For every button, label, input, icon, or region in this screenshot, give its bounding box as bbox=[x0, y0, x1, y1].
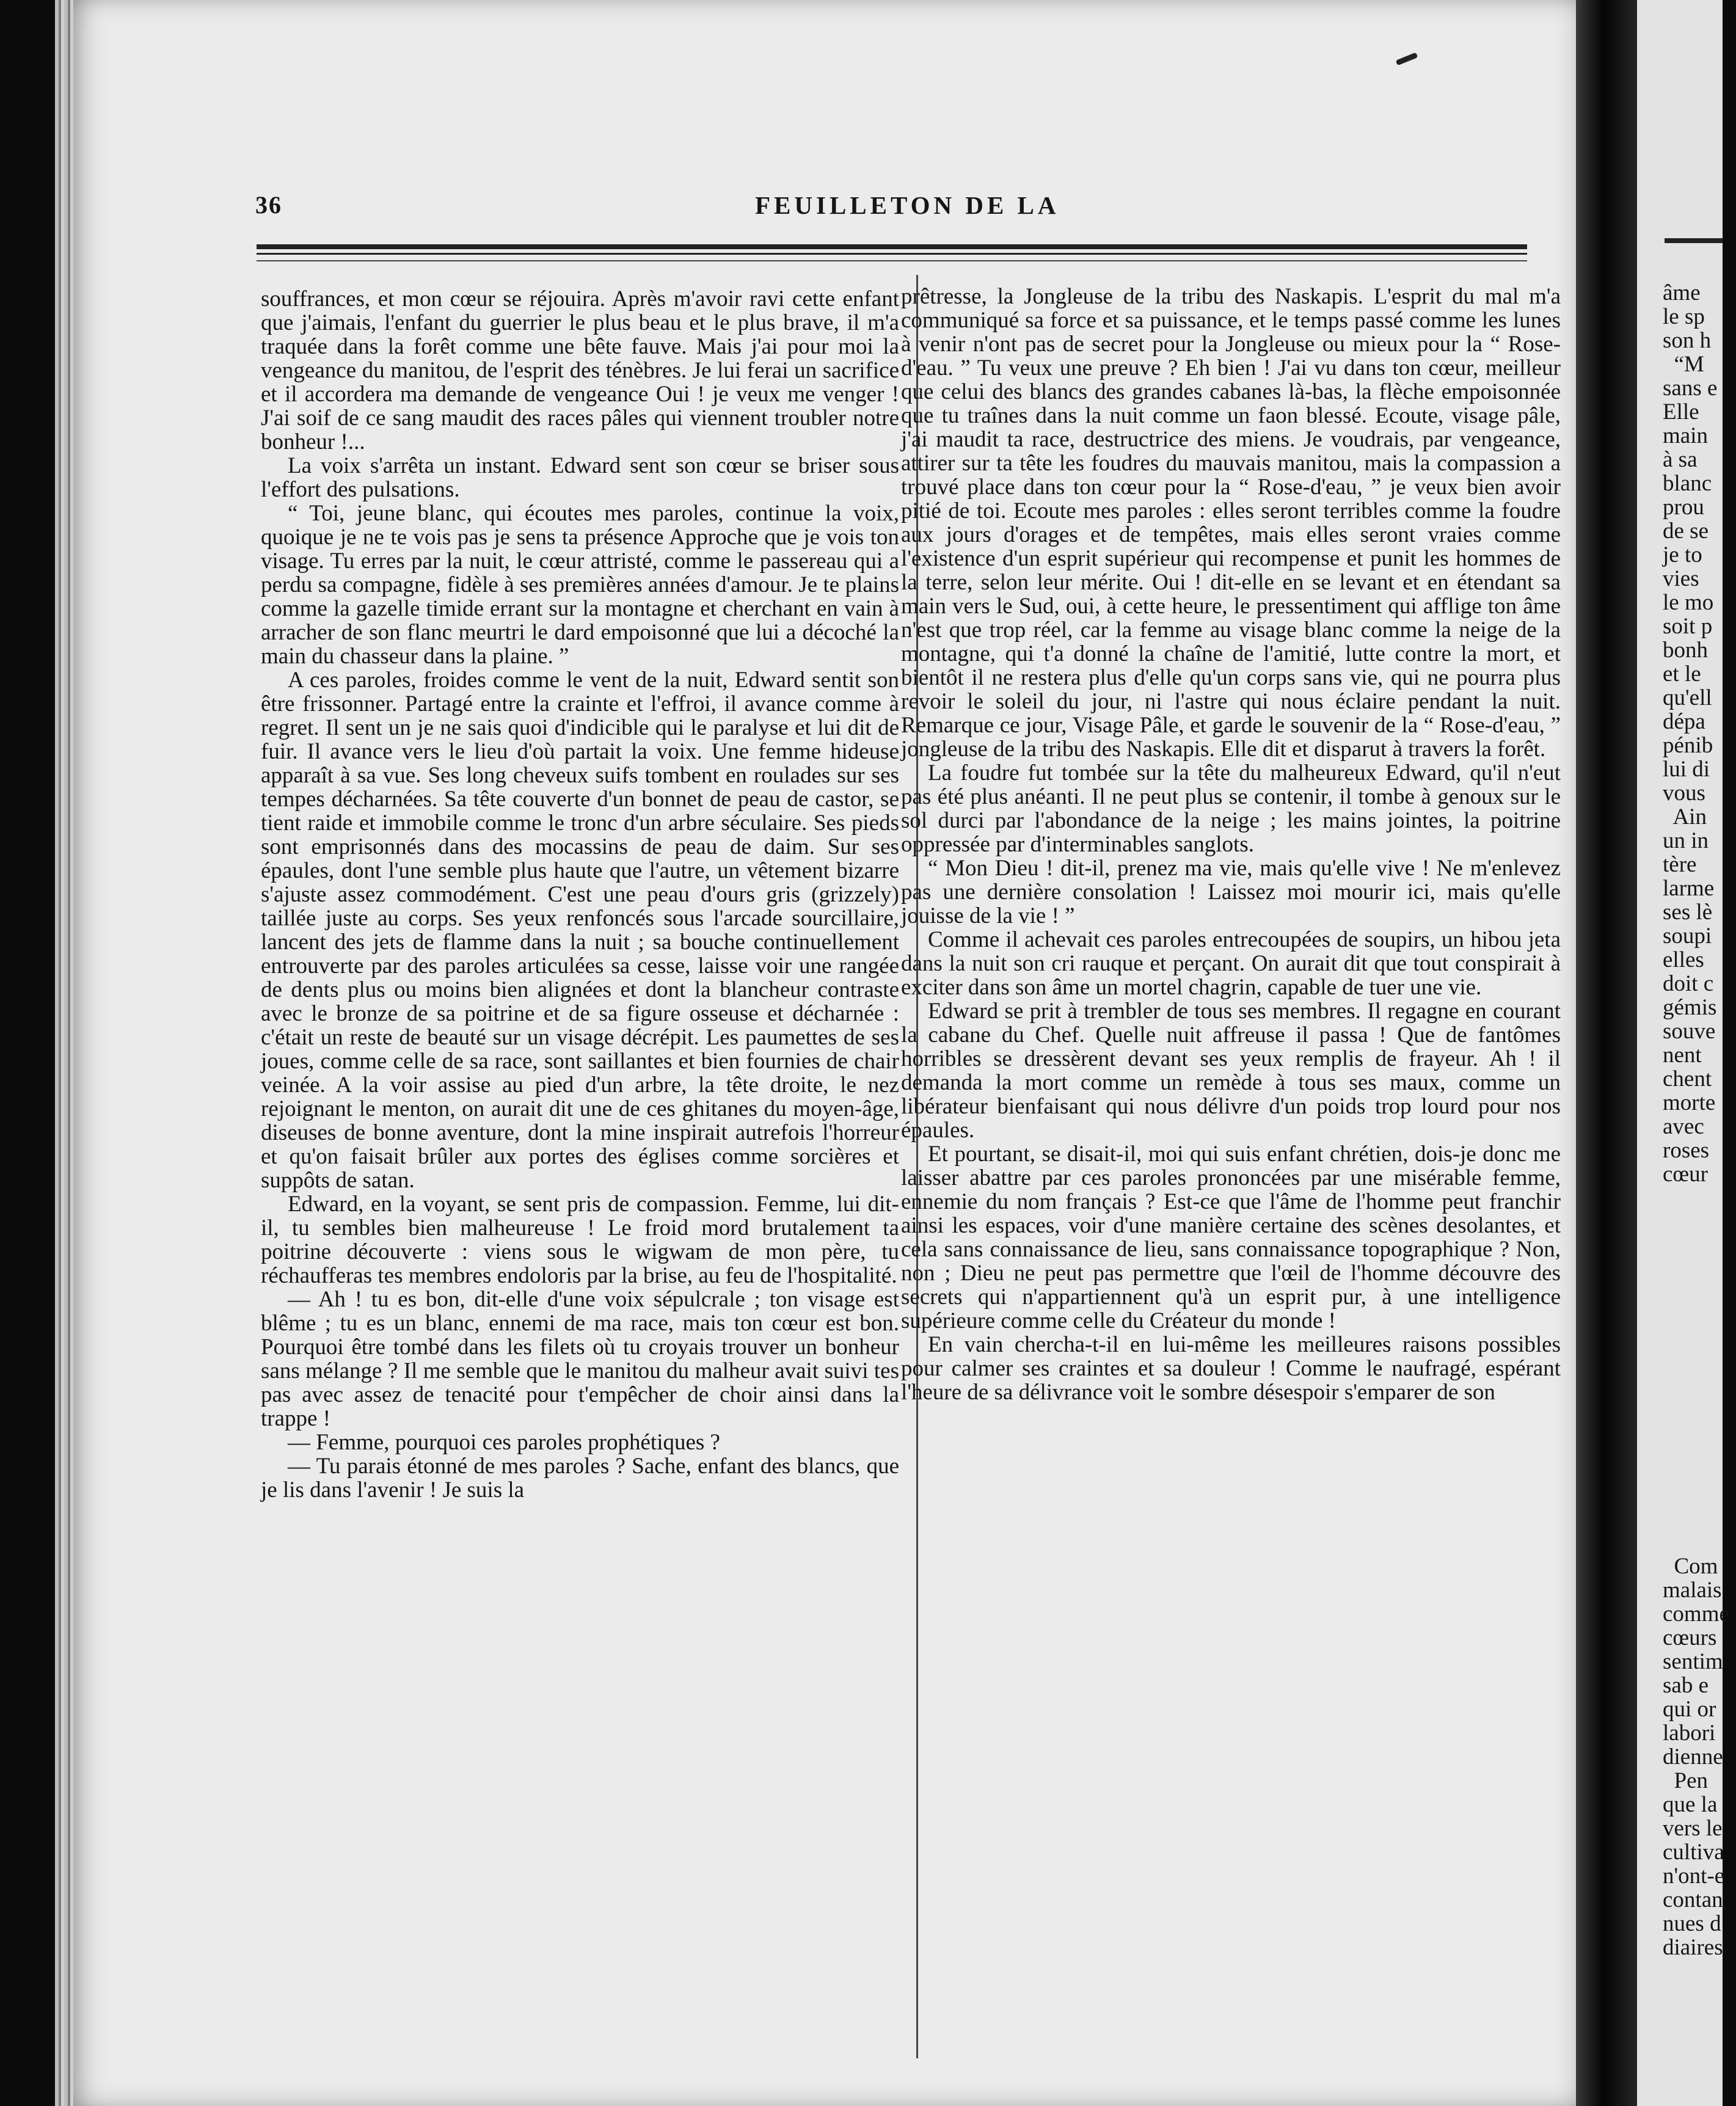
text-column-left bbox=[261, 287, 899, 1502]
header-rule bbox=[257, 244, 1527, 249]
paragraph: Comme il achevait ces paroles entrecoupées de soupirs, un hibou jeta dans la nuit son cri rauque et perçant. On aurait dit que tout conspirait à exciter dans son âme un mortel chagrin, capable de tuer une vie. bbox=[901, 927, 1561, 1000]
paragraph: A ces paroles, froides comme le vent de la nuit, Edward sentit son être frissonner. Partagé entre la crainte et l'effroi, il avance comme à regret. Il sent un je ne sais quoi d'indicible qui le paralyse et lui dit de fuir. Il avance vers le lieu d'où partait la voix. Une femme hideuse apparaît à sa vue. Ses long cheveux suifs tombent en roulades sur ses tempes décharnées. Sa tête couverte d'un bonnet de peau de castor, se tient raide et immobile comme le tronc d'un arbre séculaire. Ses pieds sont emprisonnés dans des mocassins de peau de daim. Sur ses épaules, dont l'une semble plus haute que l'autre, un vêtement bizarre s'ajuste assez commodément. C'est une peau d'ours gris (grizzely) taillée juste au corps. Ses yeux renfoncés sous l'arcade sourcillaire, lancent des jets de flamme dans la nuit ; sa bouche continuellement entrouverte par des paroles articulées sa cesse, laisse voir une rangée de dents plus ou moins bien alignées et dont la blancheur contraste avec le bronze de sa poitrine et de sa figure osseuse et décharnée : c'était un reste de beauté sur un visage décrépit. Les paumettes de ses joues, comme celle de sa race, sont saillantes et bien fournies de chair veinée. A la voir assise au pied d'un arbre, la tête droite, le nez rejoignant le menton, on aurait dit une de ces ghitanes du moyen-âge, diseuses de bonne aventure, dont la mine inspirait autrefois l'horreur et qu'on faisait brûler aux portes des églises comme sorcières et suppôts de satan. bbox=[261, 668, 899, 1193]
book-gutter bbox=[1576, 0, 1643, 2106]
paragraph: En vain chercha-t-il en lui-même les meilleures raisons possibles pour calmer ses craintes et sa douleur ! Comme le naufragé, espérant l'heure de sa délivrance voit le sombre désespoir s'emparer de son bbox=[901, 1332, 1561, 1405]
header-rule bbox=[257, 253, 1527, 255]
paragraph: La voix s'arrêta un instant. Edward sent son cœur se briser sous l'effort des pulsations. bbox=[261, 453, 899, 502]
facing-page-rule bbox=[1665, 238, 1723, 243]
paragraph: “ Toi, jeune blanc, qui écoutes mes paroles, continue la voix, quoique je ne te vois pas je sens ta présence Approche que je vois ton visage. Tu erres par la nuit, le cœur attristé, comme le passereau qui a perdu sa compagne, fidèle à ses premières années d'amour. Je te plains comme la gazelle timide errant sur la montagne et cherchant en vain à arracher de son flanc meurtri le dard empoisonné que lui a décoché la main du chasseur dans la plaine. ” bbox=[261, 501, 899, 669]
paragraph: Edward, en la voyant, se sent pris de compassion. Femme, lui dit-il, tu sembles bien malheureuse ! Le froid mord brutalement ta poitrine découverte : viens sous le wigwam de mon père, tu réchaufferas tes membres endoloris par la brise, au feu de l'hospitalité. bbox=[261, 1192, 899, 1288]
paragraph: prêtresse, la Jongleuse de la tribu des Naskapis. L'esprit du mal m'a communiqué sa force et sa puissance, et le temps passé comme les lunes à venir n'ont pas de secret pour la Jongleuse ou mieux pour la “ Rose-d'eau. ” Tu veux une preuve ? Eh bien ! J'ai vu dans ton cœur, meilleur que celui des blancs des grandes cabanes là-bas, la flèche empoisonnée que tu traînes dans la nuit comme un faon blessé. Ecoute, visage pâle, j'ai maudit ta race, destructrice des miens. Je voudrais, par vengeance, attirer sur ta tête les foudres du mauvais manitou, mais la compassion a trouvé place dans ton cœur pour la “ Rose-d'eau, ” je veux bien avoir pitié de toi. Ecoute mes paroles : elles seront terribles comme la foudre aux jours d'orages et de tempêtes, mais elles seront vraies comme l'existence d'un esprit supérieur qui recompense et punit les hommes de la terre, selon leur mérite. Oui ! dit-elle en se levant et en étendant sa main vers le Sud, oui, à cette heure, le pressentiment qui afflige ton âme n'est que trop réel, car la femme au visage blanc comme la neige de la montagne, qui t'a donné la chaîne de l'amitié, lutte contre la mort, et bientôt il ne restera plus d'elle qu'un corps sans vie, qui ne pourra plus revoir le soleil du jour, ni l'astre qui nous éclaire pendant la nuit. Remarque ce jour, Visage Pâle, et garde le souvenir de la “ Rose-d'eau, ” jongleuse de la tribu des Naskapis. Elle dit et disparut à travers la forêt. bbox=[901, 284, 1561, 762]
page-number: 36 bbox=[255, 191, 282, 219]
paragraph: La foudre fut tombée sur la tête du malheureux Edward, qu'il n'eut pas été plus anéanti. Il ne peut plus se contenir, il tombe à genoux sur le sol durci par l'abondance de la neige ; les mains jointes, la poitrine oppressée par d'interminables sanglots. bbox=[901, 760, 1561, 857]
paragraph: Et pourtant, se disait-il, moi qui suis enfant chrétien, dois-je donc me laisser abattre par ces paroles prononcées par une misérable femme, ennemie du nom français ? Est-ce que l'âme de l'homme peut franchir ainsi les espaces, voir d'une manière certaine des scènes desolantes, et cela sans connaissance de lieu, sans connaissance topographique ? Non, non ; Dieu ne peut pas permettre que l'œil de l'homme découvre des secrets qui n'appartiennent qu'à un esprit pur, à une intelligence supérieure comme celle du Créateur du monde ! bbox=[901, 1142, 1561, 1333]
text-column-right bbox=[901, 285, 1561, 1404]
running-head: FEUILLETON DE LA bbox=[755, 191, 1060, 219]
paragraph: “ Mon Dieu ! dit-il, prenez ma vie, mais qu'elle vive ! Ne m'enlevez pas une dernière consolation ! Laissez moi mourir ici, mais qu'elle jouisse de la vie ! ” bbox=[901, 856, 1561, 928]
paragraph: — Tu parais étonné de mes paroles ? Sache, enfant des blancs, que je lis dans l'avenir ! Je suis la bbox=[261, 1454, 899, 1503]
facing-page-text-upper: âme le sp son h “M sans e Elle main à sa blanc prou de se je to vies le mo soit p bonh et le qu'ell dépa pénib lui di vous Ain un in tère larme ses lè soupi elles doit c gémis souve nent chent morte avec roses cœur bbox=[1663, 280, 1718, 1187]
facing-page-text-lower: Com malais comme cœurs sentim sab e qui or labori dienne Pen que la vers le cultiva n'ont-e contan nues d diaires bbox=[1663, 1554, 1729, 1960]
paragraph: — Ah ! tu es bon, dit-elle d'une voix sépulcrale ; ton visage est blême ; tu es un blanc, ennemi de ma race, mais ton cœur est bon. Pourquoi être tombé dans les filets où tu croyais trouver un bonheur sans mélange ? Il me semble que le manitou du malheur avait suivi tes pas avec assez de tenacité pour t'empêcher de choir ainsi dans la trappe ! bbox=[261, 1287, 899, 1431]
paragraph: — Femme, pourquoi ces paroles prophétiques ? bbox=[288, 1430, 720, 1455]
paragraph: Edward se prit à trembler de tous ses membres. Il regagne en courant la cabane du Chef. Quelle nuit affreuse il passa ! Que de fantômes horribles se dressèrent devant ses yeux remplis de frayeur. Ah ! il demanda la mort comme un remède à tous ses maux, comme un libérateur bienfaisant qui nous délivre d'un poids trop lourd pour nos épaules. bbox=[901, 999, 1561, 1143]
paragraph: souffrances, et mon cœur se réjouira. Après m'avoir ravi cette enfant que j'aimais, l'enfant du guerrier le plus beau et le plus brave, il m'a traquée dans la forêt comme une bête fauve. Mais j'ai pour moi la vengeance du manitou, de l'esprit des ténèbres. Je lui ferai un sacrifice et il accordera ma demande de vengeance Oui ! je veux me venger ! J'ai soif de ce sang maudit des races pâles qui viennent troubler notre bonheur !... bbox=[261, 286, 899, 454]
header-rule bbox=[257, 260, 1527, 261]
